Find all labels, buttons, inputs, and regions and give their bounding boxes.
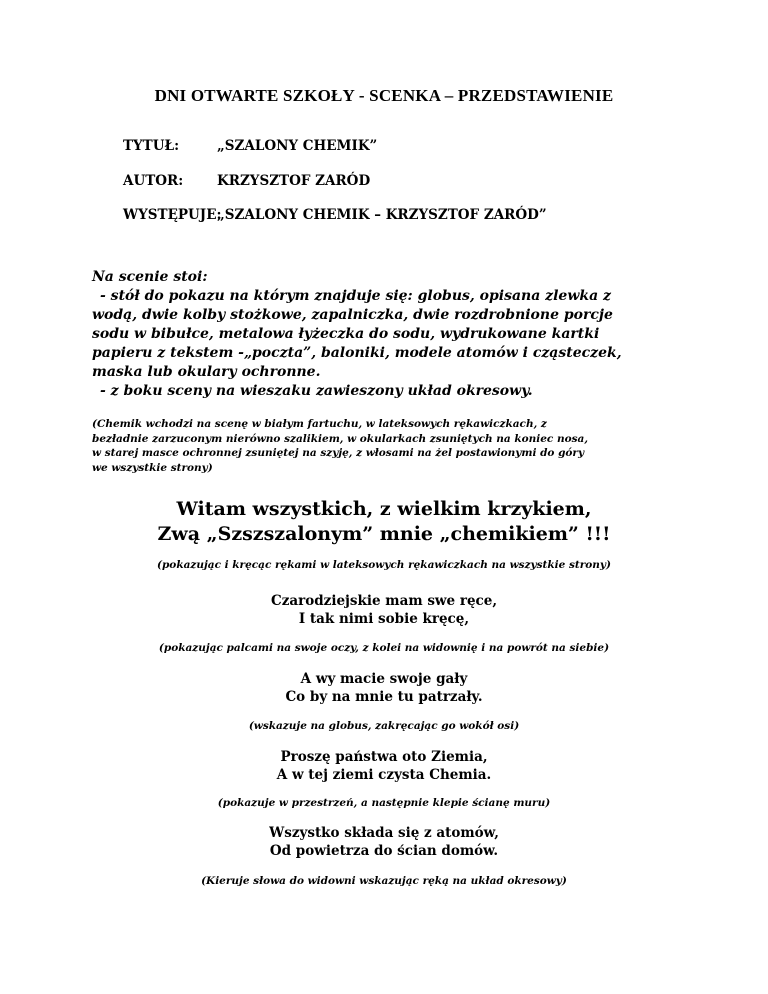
- stage-item-line: sodu w bibułce, metalowa łyżeczka do sodu, wydrukowane kartki: [92, 326, 600, 342]
- meta-value: KRZYSZTOF ZARÓD: [217, 173, 371, 189]
- verse-line: Proszę państwa oto Ziemia,: [280, 749, 488, 765]
- meta-label: TYTUŁ:: [123, 138, 180, 154]
- stage-item-line: - stół do pokazu na którym znajduje się: globus, opisana zlewka z: [100, 288, 611, 304]
- stage-item-line: papieru z tekstem -„poczta”, baloniki, modele atomów i cząsteczek,: [92, 345, 622, 361]
- intro-stage-direction: [92, 417, 692, 475]
- verse-line: I tak nimi sobie kręcę,: [298, 611, 470, 627]
- meta-label: WYSTĘPUJE:: [123, 207, 222, 223]
- stage-direction: (wskazuje na globus, zakręcając go wokół osi): [248, 720, 520, 732]
- verse-line: Co by na mnie tu patrzały.: [285, 689, 483, 705]
- direction-line: we wszystkie strony): [92, 461, 213, 474]
- stage-direction: (Kieruje słowa do widowni wskazując ręką na układ okresowy): [201, 875, 567, 887]
- stage-heading: Na scenie stoi:: [92, 269, 208, 285]
- meta-value: „SZALONY CHEMIK – KRZYSZTOF ZARÓD”: [217, 207, 547, 223]
- stage-item-line: maska lub okulary ochronne.: [92, 364, 321, 380]
- verse-line: Czarodziejskie mam swe ręce,: [270, 593, 498, 609]
- verse-stanza: [0, 592, 768, 628]
- stage-direction: (pokazując i kręcąc rękami w lateksowych rękawiczkach na wszystkie strony): [157, 559, 611, 571]
- verse-line: A w tej ziemi czysta Chemia.: [276, 767, 492, 783]
- verse-line: A wy macie swoje gały: [300, 671, 468, 687]
- greeting-verse: [0, 497, 768, 547]
- stage-item-line: wodą, dwie kolby stożkowe, zapalniczka, dwie rozdrobnione porcje: [92, 307, 613, 323]
- verse-line: Wszystko składa się z atomów,: [269, 825, 499, 841]
- stage-description: [92, 268, 692, 401]
- meta-value: „SZALONY CHEMIK”: [217, 138, 378, 154]
- stage-direction: (pokazuje w przestrzeń, a następnie klepie ścianę muru): [217, 797, 551, 809]
- verse-stanza: [0, 748, 768, 784]
- stage-direction: (pokazując palcami na swoje oczy, z kolei na widownię i na powrót na siebie): [158, 642, 610, 654]
- verse-stanza: [0, 670, 768, 706]
- direction-line: (Chemik wchodzi na scenę w białym fartuchu, w lateksowych rękawiczkach, z: [92, 418, 547, 430]
- verse-stanza: [0, 824, 768, 860]
- page-title: DNI OTWARTE SZKOŁY - SCENKA – PRZEDSTAWIENIE: [154, 86, 614, 105]
- direction-line: w starej masce ochronnej zsuniętej na szyję, z włosami na żel postawionymi do góry: [92, 447, 585, 459]
- direction-line: bezładnie zarzuconym nierówno szalikiem, w okularkach zsuniętych na koniec nosa,: [92, 432, 588, 445]
- verse-line: Witam wszystkich, z wielkim krzykiem,: [176, 498, 592, 520]
- verse-line: Od powietrza do ścian domów.: [269, 843, 499, 859]
- stage-item-line: - z boku sceny na wieszaku zawieszony układ okresowy.: [100, 383, 533, 399]
- meta-label: AUTOR:: [123, 173, 184, 189]
- verse-line: Zwą „Szszszalonym” mnie „chemikiem” !!!: [157, 523, 611, 545]
